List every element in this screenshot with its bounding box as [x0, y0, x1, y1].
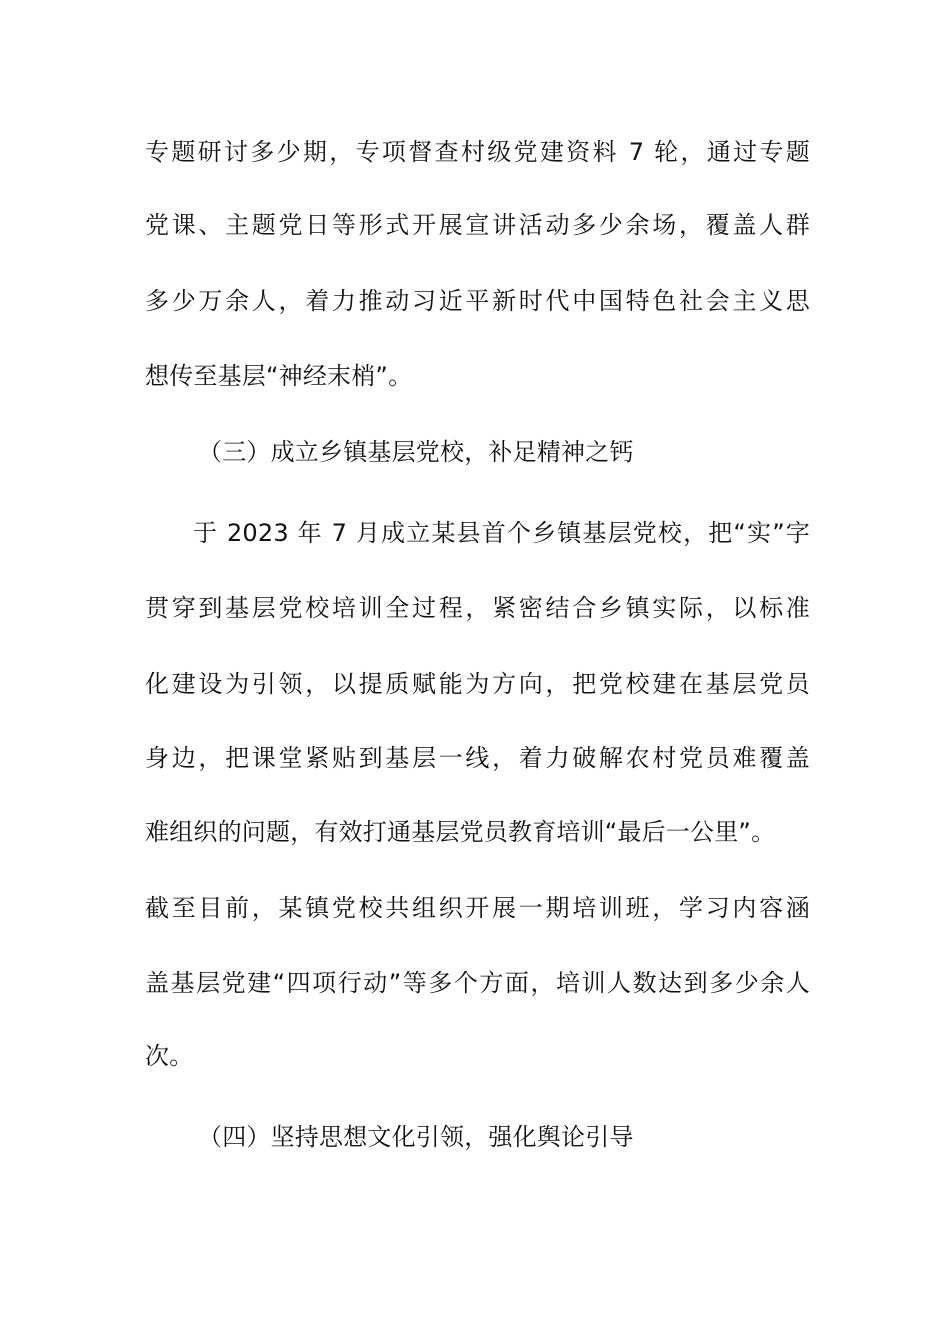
text-line: 截至目前，某镇党校共组织开展一期培训班，学习内容涵: [145, 894, 810, 922]
text-line: 于 2023 年 7 月成立某县首个乡镇基层党校，把“实”字: [193, 519, 810, 547]
text-line: 多少万余人，着力推动习近平新时代中国特色社会主义思: [145, 287, 810, 315]
text-line: 盖基层党建“四项行动”等多个方面，培训人数达到多少余人: [145, 969, 810, 997]
section-heading-3: （三）成立乡镇基层党校，补足精神之钙: [198, 438, 634, 466]
text-line: 专题研讨多少期，专项督查村级党建资料 7 轮，通过专题: [145, 138, 810, 166]
text-line: 难组织的问题，有效打通基层党员教育培训“最后一公里”。: [145, 818, 776, 846]
section-heading-4: （四）坚持思想文化引领，强化舆论引导: [198, 1123, 634, 1151]
text-line: 贯穿到基层党校培训全过程，紧密结合乡镇实际，以标准: [145, 594, 810, 622]
text-line: 党课、主题党日等形式开展宣讲活动多少余场，覆盖人群: [145, 211, 810, 239]
text-line: 次。: [145, 1042, 194, 1070]
text-line: 身边，把课堂紧贴到基层一线，着力破解农村党员难覆盖: [145, 744, 810, 772]
text-line: 化建设为引领，以提质赋能为方向，把党校建在基层党员: [145, 670, 810, 698]
text-line: 想传至基层“神经末梢”。: [145, 362, 413, 390]
